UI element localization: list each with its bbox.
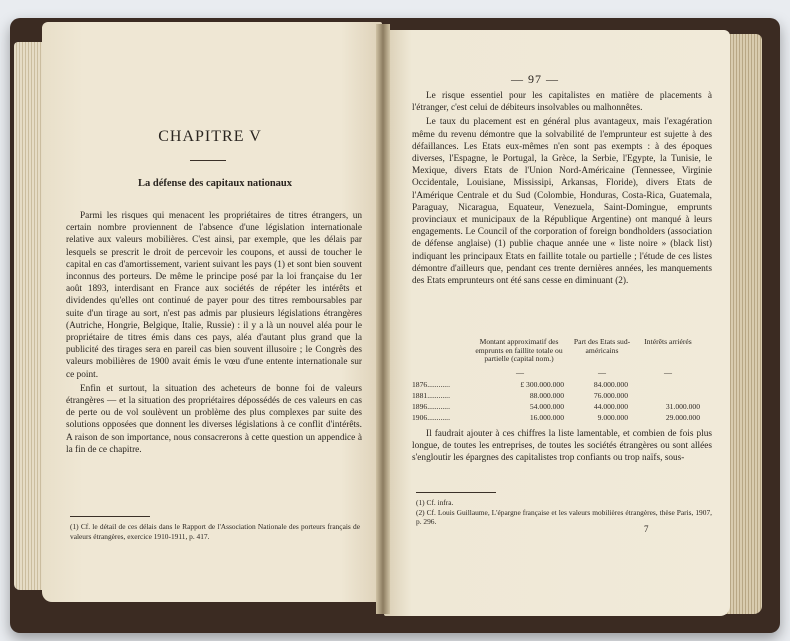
signature-mark: 7	[644, 524, 649, 534]
row-amount: 54.000.000	[529, 402, 564, 411]
row-part: 76.000.000	[593, 391, 628, 400]
left-paragraph: Parmi les risques qui menacent les propriétaires de titres étrangers, un certain nombre proviennent de l'absence d'une législation internationale relative aux valeurs mobilières. C'est ainsi, par exemple, que les délais par lesquels se prescrit le droit de percevoir les coupons, et aussi de toucher le capital en cas d'amortissement, varient suivant les pays (1) et sont bien souvent inconnus des porteurs. De même le principe posé par la loi française du 1er août 1893, interdisant en France aux sociétés de répéter les intérêts et dividendes qu'elles ont continué de payer pour des titres remboursables par suite d'un tirage au sort, n'est pas admis par plusieurs législations étrangères (Autriche, Hongrie, Belgique, Italie, Russie) : il y a là un nouvel aléa pour le propriétaire de titres émis dans ces pays, aléa d'autant plus grand que la publicité des tirages sera en pareil cas bien souvent illusoire ; le Congrès des valeurs mobilières de 1900 avait émis le vœu d'une entente internationale sur ce point.	[66, 211, 362, 380]
row-interest: 31.000.000	[665, 402, 700, 411]
row-amount: 16.000.000	[529, 413, 564, 422]
book-gutter	[376, 24, 390, 614]
table-dash: —	[598, 368, 606, 377]
right-paragraph: Il faudrait ajouter à ces chiffres la liste lamentable, et combien de fois plus longue, de toutes les entreprises, de toutes les sociétés étrangères ou sont allées s'engloutir les épargnes des capitalistes trop confiants ou trop naïfs, sous-	[412, 429, 712, 464]
page-number: — 97 —	[511, 72, 559, 86]
row-year: 1876............	[412, 380, 450, 389]
right-footnotes	[416, 498, 712, 527]
table-dash: —	[664, 368, 672, 377]
footnote: (1) Cf. infra.	[416, 498, 454, 507]
footnote: (2) Cf. Louis Guillaume, L'épargne française et les valeurs mobilières étrangères, thèse Paris, 1907, p. 296.	[416, 507, 712, 526]
table-header: Montant approximatif des emprunts en faillite totale ou partielle (capital nom.)	[475, 337, 563, 363]
table-row	[412, 402, 712, 413]
right-paragraph: Le taux du placement est en général plus avantageux, mais l'exagération même du revenu démontre que la solvabilité de l'emprunteur est sujette à des défaillances. Les Etats eux-mêmes n'en sont pas exempts : à des époques diverses, l'Espagne, le Portugal, la Grèce, la Serbie, l'Egypte, la Tunisie, le Mexique, divers Etats de l'Union Nord-Américaine (Tennessee, Virginie Occidentale, Louisiane, Mississipi, Arkansas, Floride), divers Etats de l'Amérique Centrale et du Sud (Colombie, Honduras, Costa-Rica, Guatemala, Paraguay, Nicaragua, Equateur, Venezuela, Saint-Domingue, emprunts provinciaux et municipaux de la République Argentine) ont manqué à leurs engagements. Le Council of the corporation of foreign bondholders (association de défense anglaise) (1) publie chaque année une « liste noire » (black list) indiquant les principaux Etats en faillite totale ou partielle ; l'étude de ces listes démontre d'ailleurs que, pendant ces trente dernières années, les manquements des Etats emprunteurs ont été sans cesse en diminuant (2).	[412, 117, 712, 287]
left-body-text	[66, 210, 362, 458]
section-title: La défense des capitaux nationaux	[137, 178, 293, 189]
row-year: 1881............	[412, 391, 450, 400]
table-row	[412, 391, 712, 402]
right-bottom-text	[412, 428, 712, 467]
footnote-rule	[70, 516, 150, 517]
row-year: 1906............	[412, 413, 450, 422]
right-paragraph: Le risque essentiel pour les capitalistes en matière de placements à l'étranger, c'est celui de débiteurs insolvables ou malhonnêtes.	[412, 91, 712, 114]
footnote-rule	[416, 492, 496, 493]
right-body-text	[412, 90, 712, 289]
table-header: Intérêts arriérés	[644, 337, 692, 346]
table-header: Part des Etats sud-américains	[573, 337, 631, 355]
row-interest: 29.000.000	[665, 413, 700, 422]
table-dash: —	[516, 368, 524, 377]
chapter-title: CHAPITRE V	[158, 128, 262, 145]
table-row	[412, 413, 712, 424]
table-row	[412, 380, 712, 391]
chapter-rule	[190, 160, 226, 161]
row-year: 1896............	[412, 402, 450, 411]
row-part: 84.000.000	[593, 380, 628, 389]
row-amount: £ 300.000.000	[520, 380, 564, 389]
row-part: 44.000.000	[593, 402, 628, 411]
left-footnote: (1) Cf. le détail de ces délais dans le Rapport de l'Association Nationale des porteurs français de valeurs étrangères, exercice 1910-1911, p. 417.	[70, 522, 360, 541]
row-amount: 88.000.000	[529, 391, 564, 400]
left-paragraph: Enfin et surtout, la situation des acheteurs de bonne foi de valeurs étrangères — et la situation des propriétaires dépossédés de ces valeurs en cas de perte ou de vol soulèvent un problème des plus complexes par suite des solutions opposées que donnent les diverses législations à ce conflit d'intérêts. A raison de son importance, nous consacrerons à cette question un appendice à la fin de ce chapitre.	[66, 383, 362, 455]
row-part: 9.000.000	[597, 413, 628, 422]
